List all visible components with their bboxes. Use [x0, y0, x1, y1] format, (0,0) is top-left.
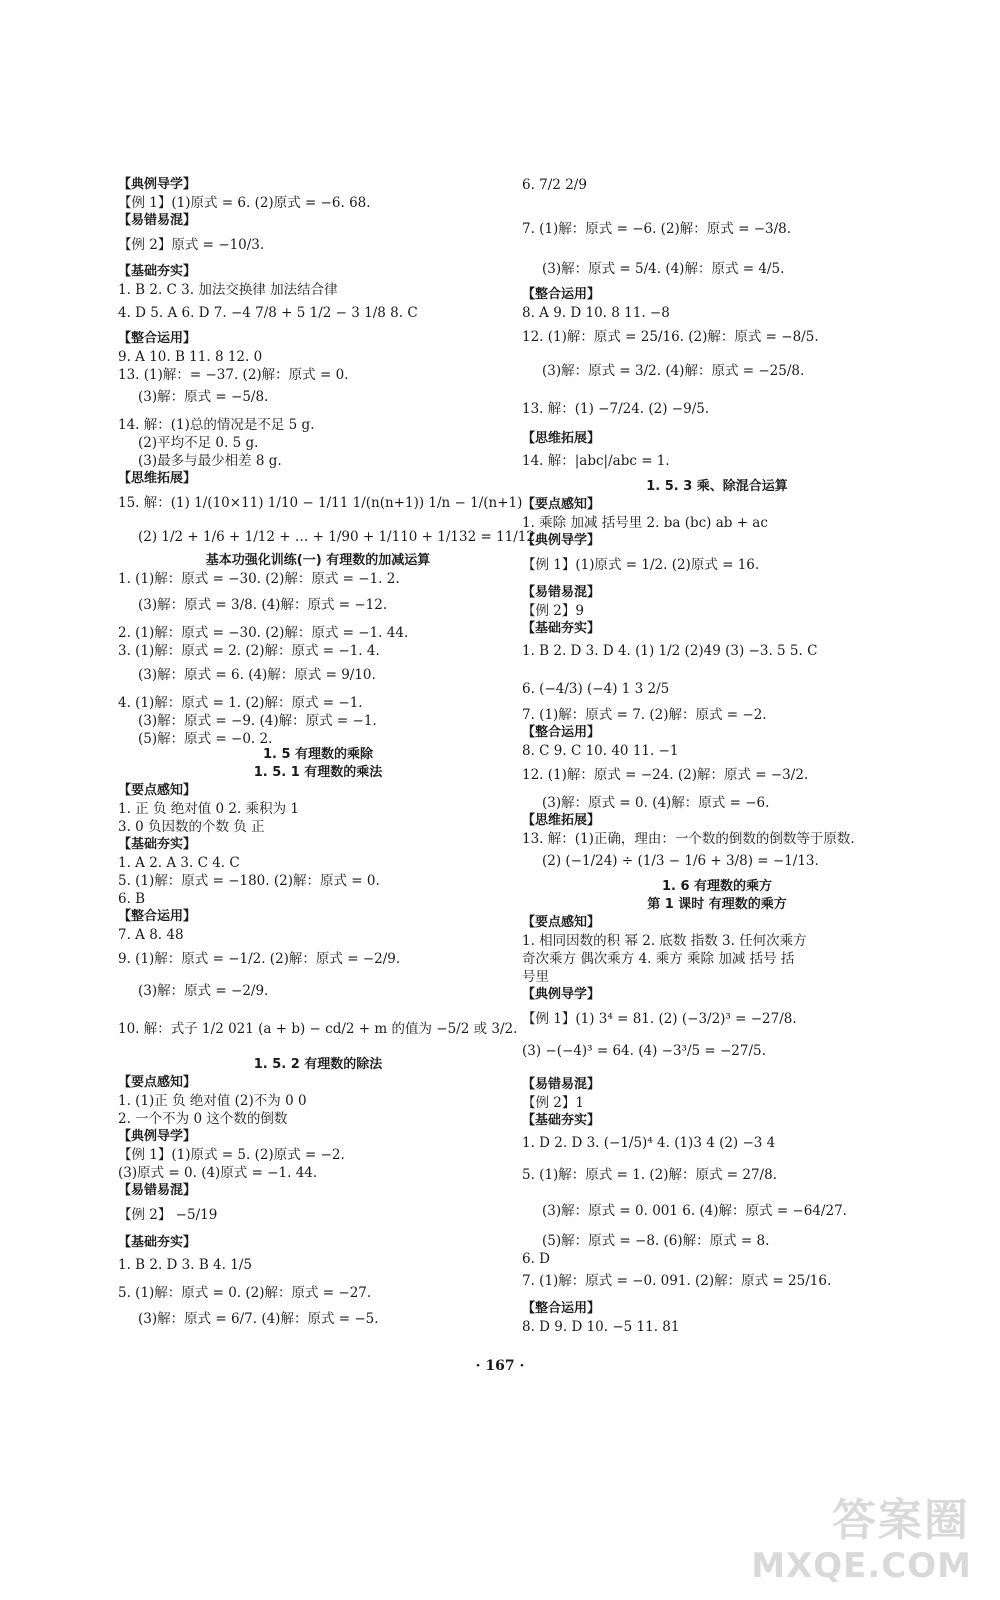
- answer-line: 12. (1)解：原式 = −24. (2)解：原式 = −3/2.: [522, 767, 809, 783]
- answer-line: (3)最多与最少相差 8 g.: [138, 453, 282, 469]
- section-heading: 【思维拓展】: [522, 813, 601, 828]
- answer-line: 5. (1)解：原式 = 1. (2)解：原式 = 27/8.: [522, 1167, 777, 1183]
- lesson-title: 1. 5. 2 有理数的除法: [253, 1057, 383, 1072]
- section-heading: 【易错易混】: [522, 1077, 601, 1092]
- answer-line: 7. (1)解：原式 = −0. 091. (2)解：原式 = 25/16.: [522, 1273, 832, 1289]
- answer-line: 【例 1】(1)原式 = 1/2. (2)原式 = 16.: [522, 557, 760, 573]
- section-heading: 【典例导学】: [522, 987, 601, 1002]
- answer-line: 6. 7/2 2/9: [522, 177, 587, 193]
- section-heading: 【整合运用】: [118, 331, 197, 346]
- answer-line: 7. (1)解：原式 = −6. (2)解：原式 = −3/8.: [522, 221, 792, 237]
- answer-line: (2)平均不足 0. 5 g.: [138, 435, 259, 451]
- section-heading: 【整合运用】: [522, 287, 601, 302]
- answer-line: 1. 相同因数的积 幂 2. 底数 指数 3. 任何次乘方: [522, 933, 807, 949]
- answer-line: (3)解：原式 = 6. (4)解：原式 = 9/10.: [138, 667, 376, 683]
- answer-line: 1. 乘除 加减 括号里 2. ba (bc) ab + ac: [522, 515, 768, 531]
- answer-line: 13. 解：(1) −7/24. (2) −9/5.: [522, 401, 710, 417]
- lesson-title: 1. 5. 3 乘、除混合运算: [646, 479, 788, 494]
- answer-line: 1. A 2. A 3. C 4. C: [118, 855, 240, 871]
- answer-line: 【例 1】(1) 3⁴ = 81. (2) (−3/2)³ = −27/8.: [522, 1011, 797, 1027]
- section-heading: 【典例导学】: [118, 1129, 197, 1144]
- answer-line: 3. 0 负因数的个数 负 正: [118, 819, 265, 835]
- answer-line: 4. D 5. A 6. D 7. −4 7/8 + 5 1/2 − 3 1/8 8. C: [118, 305, 418, 321]
- answer-line: 13. (1)解：= −37. (2)解：原式 = 0.: [118, 367, 349, 383]
- answer-line: 2. (1)解：原式 = −30. (2)解：原式 = −1. 44.: [118, 625, 409, 641]
- answer-line: 8. A 9. D 10. 8 11. −8: [522, 305, 670, 321]
- answer-line: 5. (1)解：原式 = 0. (2)解：原式 = −27.: [118, 1285, 372, 1301]
- section-heading: 【易错易混】: [118, 1183, 197, 1198]
- answer-line: 7. A 8. 48: [118, 927, 184, 943]
- answer-line: 6. D: [522, 1251, 550, 1267]
- lesson-title: 第 1 课时 有理数的乘方: [647, 897, 787, 912]
- section-heading: 【整合运用】: [118, 909, 197, 924]
- section-heading: 【基础夯实】: [118, 1235, 197, 1250]
- watermark-url: MXQE.COM: [751, 1546, 972, 1586]
- answer-line: 【例 2】原式 = −10/3.: [118, 237, 265, 253]
- answer-line: 1. B 2. C 3. 加法交换律 加法结合律: [118, 282, 338, 298]
- section-heading: 【要点感知】: [522, 915, 601, 930]
- answer-line: (3)解：原式 = 3/2. (4)解：原式 = −25/8.: [542, 363, 805, 379]
- answer-line: (3)解：原式 = 5/4. (4)解：原式 = 4/5.: [542, 261, 785, 277]
- answer-line: 9. A 10. B 11. 8 12. 0: [118, 349, 263, 365]
- section-heading: 【基础夯实】: [522, 1113, 601, 1128]
- answer-line: 【例 1】(1)原式 = 6. (2)原式 = −6. 68.: [118, 195, 371, 211]
- answer-line: 7. (1)解：原式 = 7. (2)解：原式 = −2.: [522, 707, 767, 723]
- answer-line: 号里: [522, 969, 549, 985]
- answer-line: 14. 解：|abc|/abc = 1.: [522, 453, 670, 469]
- section-heading: 【基础夯实】: [118, 837, 197, 852]
- answer-line: (3)原式 = 0. (4)原式 = −1. 44.: [118, 1165, 318, 1181]
- section-heading: 【典例导学】: [118, 177, 197, 192]
- section-heading: 【易错易混】: [522, 585, 601, 600]
- answer-line: (3)解：原式 = 6/7. (4)解：原式 = −5.: [138, 1311, 379, 1327]
- lesson-title: 1. 6 有理数的乘方: [661, 879, 773, 894]
- answer-line: 6. B: [118, 891, 146, 907]
- answer-line: 1. B 2. D 3. D 4. (1) 1/2 (2)49 (3) −3. 5 5. C: [522, 643, 818, 659]
- answer-line: 9. (1)解：原式 = −1/2. (2)解：原式 = −2/9.: [118, 951, 401, 967]
- answer-line: (3) −(−4)³ = 64. (4) −3³/5 = −27/5.: [522, 1043, 766, 1059]
- answer-line: 14. 解：(1)总的情况是不足 5 g.: [118, 417, 315, 433]
- lesson-title: 1. 5. 1 有理数的乘法: [253, 765, 383, 780]
- answer-line: 2. 一个不为 0 这个数的倒数: [118, 1111, 288, 1127]
- section-heading: 【整合运用】: [522, 725, 601, 740]
- answer-line: 奇次乘方 偶次乘方 4. 乘方 乘除 加减 括号 括: [522, 951, 795, 967]
- answer-line: 10. 解：式子 1/2 021 (a + b) − cd/2 + m 的值为 −5/2 或 3/2.: [118, 1021, 518, 1037]
- lesson-title: 基本功强化训练(一) 有理数的加减运算: [205, 553, 431, 568]
- answer-line: (3)解：原式 = 0. 001 6. (4)解：原式 = −64/27.: [542, 1203, 847, 1219]
- answer-line: (2) (−1/24) ÷ (1/3 − 1/6 + 3/8) = −1/13.: [542, 853, 819, 869]
- lesson-title: 1. 5 有理数的乘除: [262, 747, 374, 762]
- answer-line: 1. B 2. D 3. B 4. 1/5: [118, 1257, 252, 1273]
- section-heading: 【基础夯实】: [522, 621, 601, 636]
- answer-line: (3)解：原式 = −9. (4)解：原式 = −1.: [138, 713, 377, 729]
- section-heading: 【整合运用】: [522, 1301, 601, 1316]
- answer-line: 12. (1)解：原式 = 25/16. (2)解：原式 = −8/5.: [522, 329, 819, 345]
- answer-line: 5. (1)解：原式 = −180. (2)解：原式 = 0.: [118, 873, 380, 889]
- answer-line: (5)解：原式 = −8. (6)解：原式 = 8.: [542, 1233, 770, 1249]
- answer-line: (3)解：原式 = −2/9.: [138, 983, 269, 999]
- answer-line: 8. C 9. C 10. 40 11. −1: [522, 743, 679, 759]
- watermark-logo: 答案圈: [832, 1495, 970, 1546]
- answer-line: 1. (1)正 负 绝对值 (2)不为 0 0: [118, 1093, 307, 1109]
- section-heading: 【思维拓展】: [522, 431, 601, 446]
- section-heading: 【典例导学】: [522, 533, 601, 548]
- answer-line: 3. (1)解：原式 = 2. (2)解：原式 = −1. 4.: [118, 643, 380, 659]
- section-heading: 【要点感知】: [118, 1075, 197, 1090]
- answer-line: (3)解：原式 = 0. (4)解：原式 = −6.: [542, 795, 770, 811]
- answer-line: (3)解：原式 = 3/8. (4)解：原式 = −12.: [138, 597, 388, 613]
- section-heading: 【思维拓展】: [118, 471, 197, 486]
- answer-line: (2) 1/2 + 1/6 + 1/12 + … + 1/90 + 1/110 + 1/132 = 11/12.: [138, 529, 540, 545]
- answer-line: 6. (−4/3) (−4) 1 3 2/5: [522, 681, 670, 697]
- answer-line: 13. 解：(1)正确，理由：一个数的倒数的倒数等于原数.: [522, 831, 855, 847]
- answer-line: 15. 解：(1) 1/(10×11) 1/10 − 1/11 1/(n(n+1)) 1/n − 1/(n+1): [118, 495, 523, 511]
- answer-line: (3)解：原式 = −5/8.: [138, 389, 269, 405]
- answer-line: 【例 1】(1)原式 = 5. (2)原式 = −2.: [118, 1147, 345, 1163]
- section-heading: 【要点感知】: [522, 497, 601, 512]
- answer-line: (5)解：原式 = −0. 2.: [138, 731, 273, 747]
- answer-line: 1. 正 负 绝对值 0 2. 乘积为 1: [118, 801, 299, 817]
- answer-line: 【例 2】9: [522, 603, 584, 619]
- section-heading: 【要点感知】: [118, 783, 197, 798]
- page-number: · 167 ·: [475, 1358, 525, 1374]
- section-heading: 【基础夯实】: [118, 264, 197, 279]
- answer-line: 1. (1)解：原式 = −30. (2)解：原式 = −1. 2.: [118, 571, 400, 587]
- answer-line: 【例 2】1: [522, 1095, 584, 1111]
- answer-line: 【例 2】 −5/19: [118, 1207, 218, 1223]
- answer-line: 8. D 9. D 10. −5 11. 81: [522, 1319, 680, 1335]
- section-heading: 【易错易混】: [118, 213, 197, 228]
- answer-line: 4. (1)解：原式 = 1. (2)解：原式 = −1.: [118, 695, 363, 711]
- answer-line: 1. D 2. D 3. (−1/5)⁴ 4. (1)3 4 (2) −3 4: [522, 1135, 776, 1151]
